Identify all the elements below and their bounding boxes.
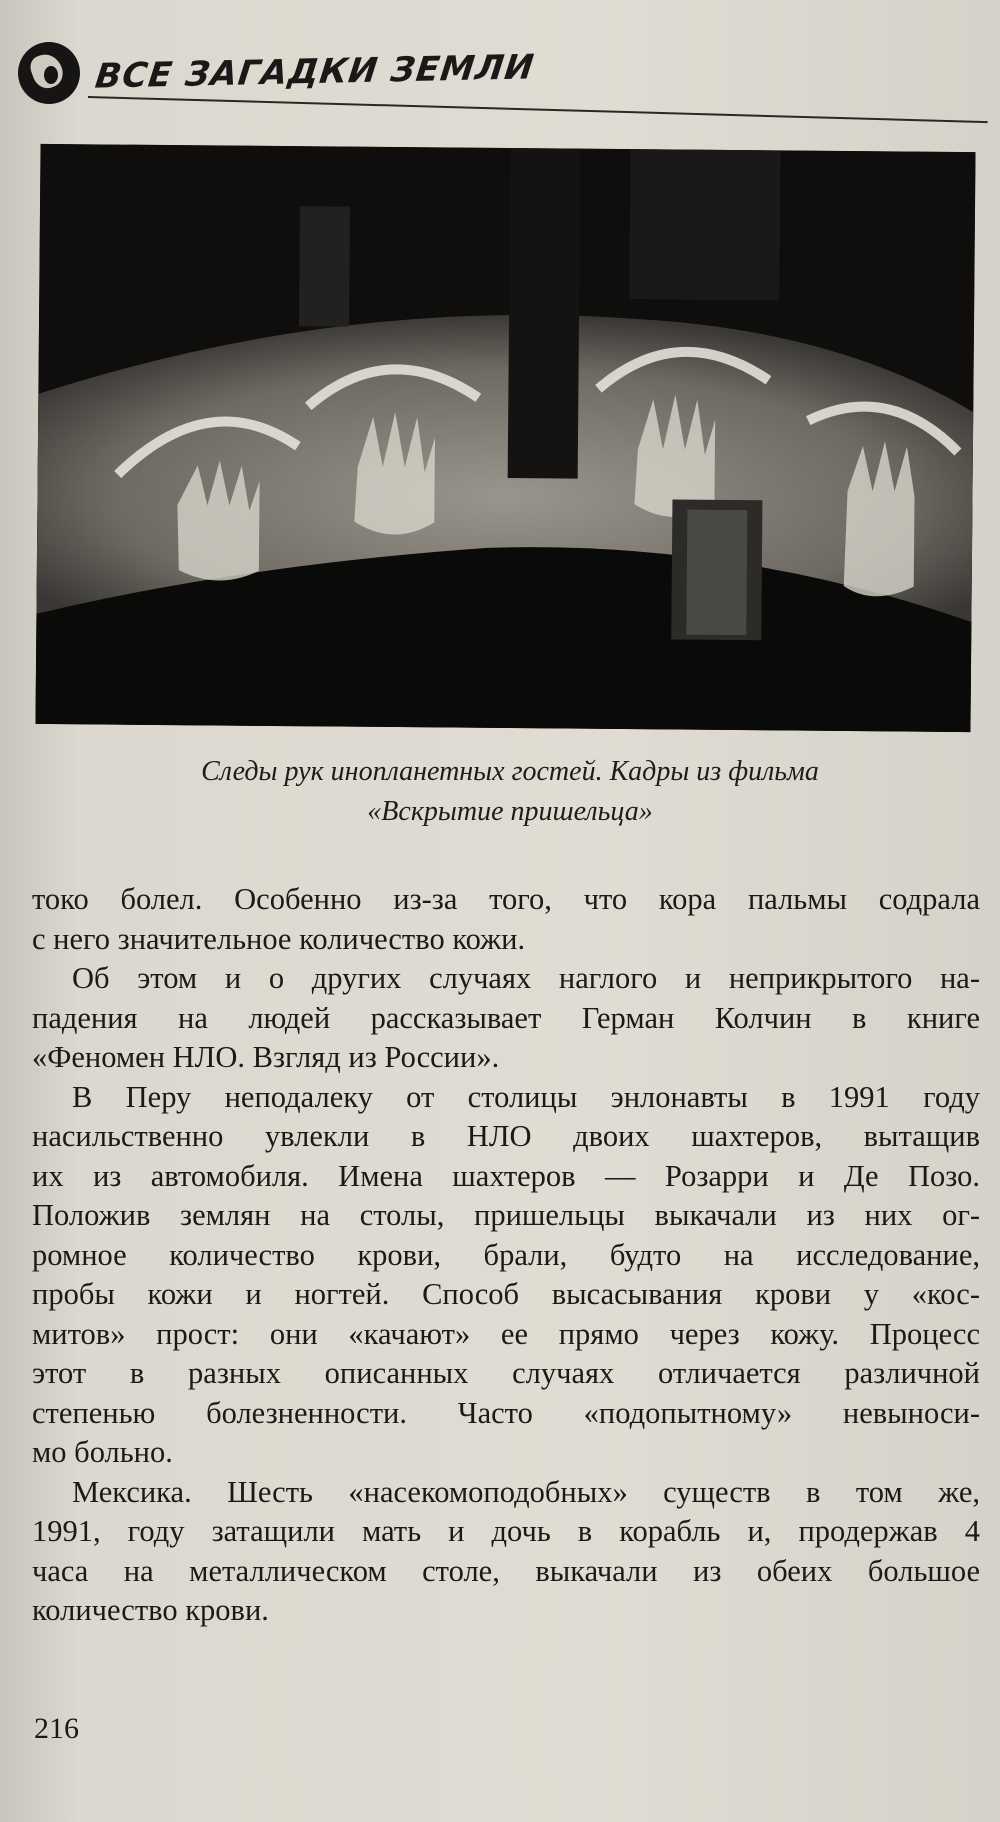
text-line: часа на металлическом столе, выкачали из обеих большое xyxy=(32,1553,980,1588)
text-line: падения на людей рассказывает Герман Колчин в книге xyxy=(32,1000,980,1035)
text-line: ромное количество крови, брали, будто на исследование, xyxy=(32,1237,980,1272)
text-line: В Перу неподалеку от столицы энлонавты в 1991 году xyxy=(72,1079,980,1114)
text-line: Мексика. Шесть «насекомоподобных» существ в том же, xyxy=(72,1474,980,1509)
text-line: Положив землян на столы, пришельцы выкачали из них ог- xyxy=(32,1198,980,1232)
text-line: их из автомобиля. Имена шахтеров — Розарри и Де Позо. xyxy=(32,1158,980,1193)
figure-photo xyxy=(35,144,975,732)
caption-line: «Вскрытие пришельца» xyxy=(367,796,653,827)
text-line: «Феномен НЛО. Взгляд из России». xyxy=(32,1040,500,1074)
text-line: 1991, году затащили мать и дочь в корабль и, продержав 4 xyxy=(32,1514,980,1548)
text-line: мо больно. xyxy=(32,1435,173,1469)
text-line: Об этом и о других случаях наглого и неприкрытого на- xyxy=(72,961,980,995)
text-line: степенью болезненности. Часто «подопытному» невыноси- xyxy=(32,1395,980,1430)
alien-handprints-photo xyxy=(35,144,975,732)
figure-caption xyxy=(60,752,960,832)
text-line: пробы кожи и ногтей. Способ высасывания крови у «кос- xyxy=(32,1277,980,1311)
page-number: 216 xyxy=(34,1712,79,1745)
text-line: токо болел. Особенно из-за того, что кора пальмы содрала xyxy=(32,882,980,916)
running-header xyxy=(18,38,978,108)
text-line: с него значительное количество кожи. xyxy=(32,921,526,956)
caption-line: Следы рук инопланетных гостей. Кадры из фильма xyxy=(201,756,819,787)
globe-emblem-icon xyxy=(18,42,80,104)
text-line: митов» прост: они «качают» ее прямо через кожу. Процесс xyxy=(32,1316,980,1351)
header-rule xyxy=(88,96,988,123)
body-text xyxy=(32,880,980,1631)
text-line: насильственно увлекли в НЛО двоих шахтеров, вытащив xyxy=(32,1119,980,1153)
text-line: количество крови. xyxy=(32,1593,269,1627)
header-title: ВСЕ ЗАГАДКИ ЗЕМЛИ xyxy=(93,47,537,97)
text-line: этот в разных описанных случаях отличается различной xyxy=(32,1356,980,1390)
